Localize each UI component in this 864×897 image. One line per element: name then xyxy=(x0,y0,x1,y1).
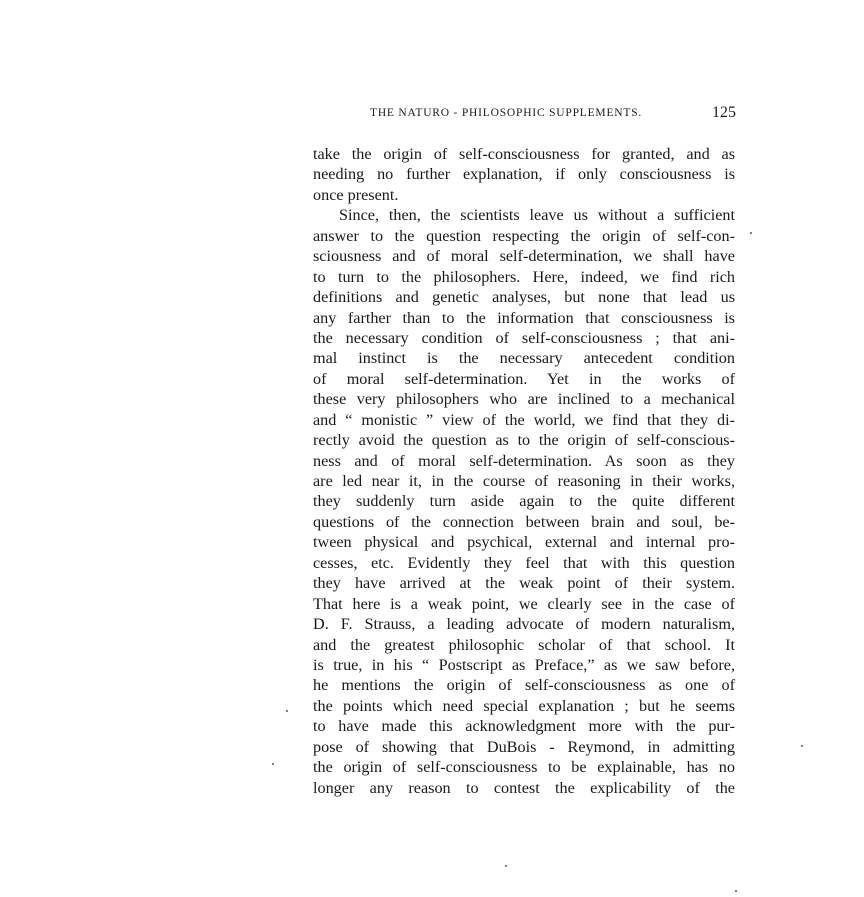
text-line: mal instinct is the necessary antecedent condition xyxy=(313,349,735,368)
text-line: any farther than to the information that consciousness is xyxy=(313,308,735,327)
text-line: ness and of moral self-determination. As soon as they xyxy=(313,451,735,470)
text-line: longer any reason to contest the explicability of the xyxy=(313,778,735,797)
text-line: are led near it, in the course of reasoning in their works, xyxy=(313,472,735,490)
text-line: Since, then, the scientists leave us without a sufficient xyxy=(339,206,735,225)
text-line: he mentions the origin of self-consciousness as one of xyxy=(313,676,735,695)
text-line: they suddenly turn aside again to the quite different xyxy=(313,492,735,511)
text-line: and “ monistic ” view of the world, we find that they di- xyxy=(313,410,735,429)
text-line: of moral self-determination. Yet in the works of xyxy=(313,369,735,388)
scan-speck xyxy=(735,890,737,892)
text-line: these very philosophers who are inclined to a mechanical xyxy=(313,390,735,409)
text-line: the points which need special explanation ; but he seems xyxy=(313,696,735,715)
text-line: once present. xyxy=(313,185,399,204)
text-line: definitions and genetic analyses, but none that lead us xyxy=(313,288,735,307)
scan-speck xyxy=(801,745,803,747)
page-number: 125 xyxy=(712,104,736,121)
text-line: is true, in his “ Postscript as Preface,” as we saw before, xyxy=(313,655,735,674)
text-line: to turn to the philosophers. Here, indeed, we find rich xyxy=(313,267,735,286)
text-line: and the greatest philosophic scholar of that school. It xyxy=(313,635,735,654)
text-line: the origin of self-consciousness to be explainable, has no xyxy=(313,758,735,777)
text-line: cesses, etc. Evidently they feel that with this question xyxy=(313,553,735,572)
text-line: That here is a weak point, we clearly see in the case of xyxy=(313,594,735,613)
text-line: answer to the question respecting the origin of self-con- xyxy=(313,226,735,245)
text-line: to have made this acknowledgment more with the pur- xyxy=(313,717,735,736)
running-head xyxy=(370,105,740,125)
text-line: tween physical and psychical, external and internal pro- xyxy=(313,533,735,552)
scan-speck xyxy=(272,763,274,765)
text-line: questions of the connection between brain and soul, be- xyxy=(313,512,735,531)
running-title: THE NATURO - PHILOSOPHIC SUPPLEMENTS. xyxy=(370,107,643,119)
scan-speck xyxy=(286,710,288,712)
text-line: take the origin of self-consciousness for granted, and as xyxy=(313,145,735,163)
text-line: D. F. Strauss, a leading advocate of modern naturalism, xyxy=(313,615,735,634)
text-line: sciousness and of moral self-determination, we shall have xyxy=(313,247,735,266)
text-line: pose of showing that DuBois - Reymond, in admitting xyxy=(313,737,735,756)
scan-speck xyxy=(505,865,507,867)
body-text xyxy=(313,144,735,798)
text-line: needing no further explanation, if only consciousness is xyxy=(313,165,735,184)
text-line: rectly avoid the question as to the origin of self-conscious- xyxy=(313,431,735,450)
scan-speck xyxy=(750,232,752,234)
text-line: they have arrived at the weak point of their system. xyxy=(313,574,735,593)
text-line: the necessary condition of self-consciousness ; that ani- xyxy=(313,328,735,347)
